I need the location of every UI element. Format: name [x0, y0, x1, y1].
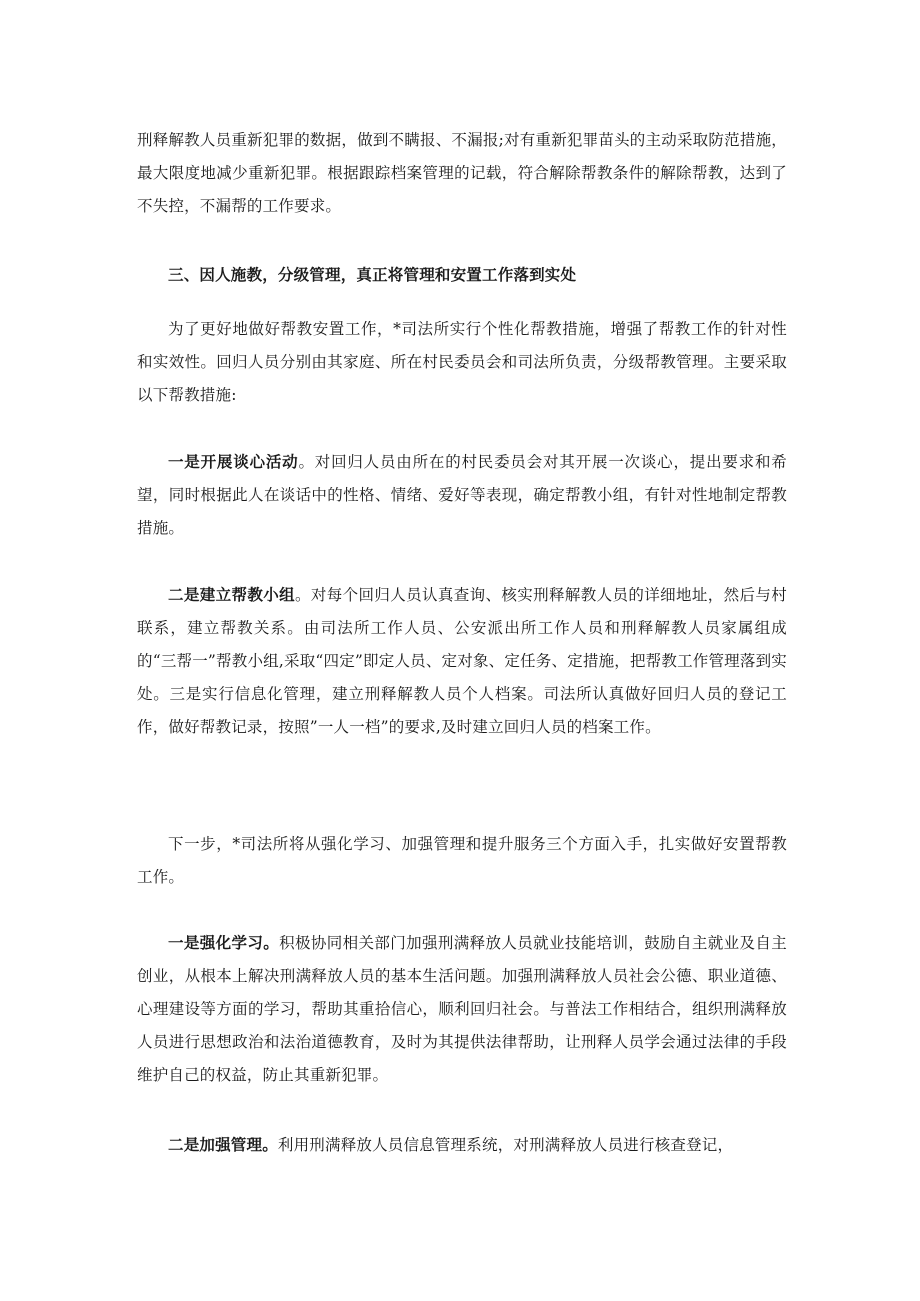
paragraph-text: 利用刑满释放人员信息管理系统，对刑满释放人员进行核查登记，: [277, 1136, 734, 1154]
paragraph-lead: 二是建立帮教小组: [168, 585, 296, 604]
paragraph-text: 刑释解教人员重新犯罪的数据，做到不瞒报、不漏报;对有重新犯罪苗头的主动采取防范措施，最大限度地减少重新犯罪。根据跟踪档案管理的记载，符合解除帮教条件的解除帮教，达到了不失控，不漏帮的工作要求。: [137, 131, 787, 215]
paragraph-lead: 一是强化学习。: [168, 933, 280, 952]
paragraph-text: 。对每个回归人员认真查询、核实刑释解教人员的详细地址，然后与村联系，建立帮教关系。由司法所工作人员、公安派出所工作人员和刑释解教人员家属组成的“三帮一”帮教小组,采取“四定”即定人员、定对象、定任务、定措施，把帮教工作管理落到实处。三是实行信息化管理，建立刑释解教人员个人档案。司法所认真做好回归人员的登记工作，做好帮教记录，按照”一人一档”的要求,及时建立回归人员的档案工作。: [137, 586, 787, 736]
paragraph-continuation: [137, 124, 787, 223]
paragraph-intro: [137, 313, 787, 412]
paragraph-next-step: [137, 828, 787, 894]
paragraph-measure-group: [137, 578, 787, 744]
section-heading: [137, 258, 787, 291]
paragraph-lead: 二是加强管理。: [168, 1135, 278, 1154]
paragraph-text: 。对回归人员由所在的村民委员会对其开展一次谈心，提出要求和希望，同时根据此人在谈话中的性格、情绪、爱好等表现，确定帮教小组，有针对性地制定帮教措施。: [137, 453, 787, 537]
paragraph-management: [137, 1128, 787, 1162]
paragraph-study: [137, 926, 787, 1092]
paragraph-lead: 一是开展谈心活动: [168, 452, 299, 471]
section-heading-text: 三、因人施教，分级管理，真正将管理和安置工作落到实处: [168, 265, 577, 284]
paragraph-text: 为了更好地做好帮教安置工作，*司法所实行个性化帮教措施，增强了帮教工作的针对性和实效性。回归人员分别由其家庭、所在村民委员会和司法所负责，分级帮教管理。主要采取以下帮教措施:: [137, 320, 787, 404]
paragraph-text: 积极协同相关部门加强刑满释放人员就业技能培训，鼓励自主就业及自主创业，从根本上解决刑满释放人员的基本生活问题。加强刑满释放人员社会公德、职业道德、心理建设等方面的学习，帮助其重拾信心，顺利回归社会。与普法工作相结合，组织刑满释放人员进行思想政治和法治道德教育，及时为其提供法律帮助，让刑释人员学会通过法律的手段维护自己的权益，防止其重新犯罪。: [137, 934, 787, 1084]
paragraph-measure-talk: [137, 445, 787, 545]
paragraph-text: 下一步，*司法所将从强化学习、加强管理和提升服务三个方面入手，扎实做好安置帮教工作。: [137, 835, 787, 886]
